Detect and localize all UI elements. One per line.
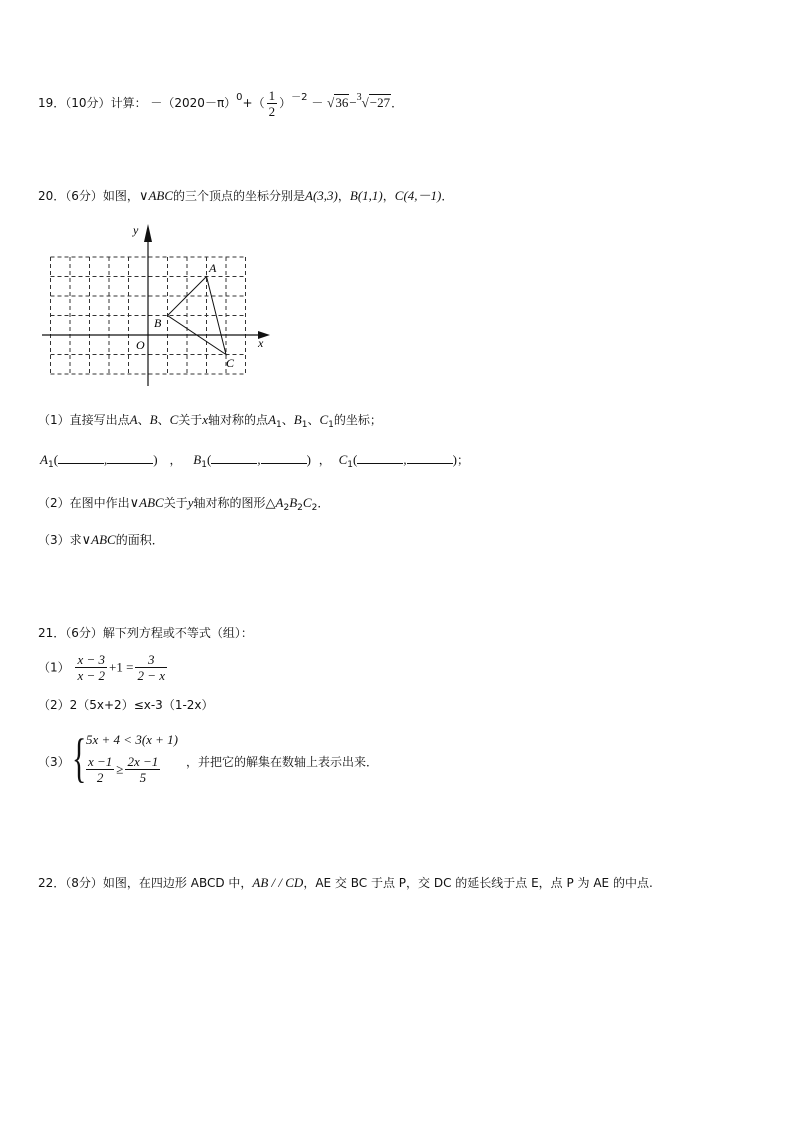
answer-A1-rparen: ) [153, 452, 158, 467]
q19-part1: －（2020－π） [150, 96, 237, 110]
q20-p2-y: y [187, 495, 194, 510]
q21-p1-rnum: 3 [135, 652, 167, 668]
q21-p3-brace: { [72, 728, 87, 788]
q19-line [38, 88, 403, 119]
q20-p1-sep2: 、 [157, 413, 170, 427]
q21-p3-eq2-right [125, 754, 160, 785]
q19-score: （10分） [65, 96, 111, 110]
q20-p1-sub-a: 1 [276, 420, 282, 430]
q21-p3-eq2-rden: 5 [139, 770, 147, 785]
q21-p1-fraction-right [135, 652, 167, 683]
answer-A1-y-blank[interactable] [107, 452, 153, 464]
q20-p3-text-b: 的面积． [115, 533, 164, 547]
q20-answer-line [40, 452, 469, 470]
q21-p3-eq1: 5x + 4 < 3(x + 1) [86, 732, 179, 747]
q20-part2 [38, 495, 329, 513]
origin-label: O [136, 338, 145, 352]
q21-p3-eq2-lden: 2 [96, 770, 104, 785]
q20-p1-B1: B [293, 412, 302, 427]
q20-intro-a: 如图， [102, 189, 139, 203]
q22-text-b: ，AE 交 BC 于点 P，交 DC 的延长线于点 E，点 P 为 AE 的中点. [303, 876, 653, 890]
answer-C1-label: C [338, 452, 348, 467]
q22-number: 22． [38, 876, 66, 890]
q20-p1-sep1: 、 [137, 413, 150, 427]
q21-score: （6分） [65, 626, 103, 640]
q20-comma2: ， [382, 189, 395, 203]
q20-p1-text-b: 关于 [178, 413, 203, 427]
answer-C1-comma: , [403, 452, 407, 467]
answer-A1-x-blank[interactable] [58, 452, 104, 464]
q21-p3-eq2-left [86, 754, 114, 785]
q19-sqrt: √36 [327, 95, 349, 110]
q21-p2-text: （2）2（5x+2）≤x-3（1-2x） [38, 698, 214, 712]
q20-B-coord: B(1,1) [349, 188, 383, 203]
q20-number: 20． [38, 189, 66, 203]
q20-p3-text-a: （3）求 [38, 533, 82, 547]
q19-cube-index: 3 [356, 92, 362, 103]
q22-text-a: 如图，在四边形 ABCD 中， [102, 876, 253, 890]
q20-p1-sep3: 、 [281, 413, 294, 427]
q20-p1-text-d: 的坐标； [333, 413, 382, 427]
q19-end: ． [391, 96, 404, 110]
answer-C1-sub: 1 [347, 460, 353, 470]
answer-B1-rparen: ) [306, 452, 311, 467]
q21-p1-fraction-left [75, 652, 107, 683]
q20-p1-A: A [129, 412, 138, 427]
q21-line [38, 625, 253, 641]
q19-frac-num: 1 [268, 88, 276, 103]
answer-sep2: ， [318, 453, 331, 467]
q19-sqrt-arg: 36 [335, 95, 349, 110]
q20-line [38, 188, 453, 204]
q21-p1-num: x − 3 [77, 652, 106, 667]
q22-parallel: AB / / CD [252, 875, 304, 890]
q20-p1-C: C [169, 412, 179, 427]
q19-frac-den: 2 [268, 104, 276, 119]
q19-plus: +（ [242, 96, 265, 110]
q21-p3-label: （3） [38, 755, 70, 769]
q20-score: （6分） [65, 189, 103, 203]
q21-part1 [38, 652, 169, 683]
q19-cbrt: $^3$√−27 [356, 92, 391, 110]
q20-p1-sub-b: 1 [301, 420, 308, 430]
q20-p1-text-c: 轴对称的点 [208, 413, 269, 427]
answer-A1-label: A [40, 452, 48, 467]
q20-p2-tri2: △A [265, 495, 284, 510]
q21-part2 [38, 697, 214, 713]
q20-p1-x: x [202, 412, 209, 427]
answer-B1-lparen: ( [206, 452, 212, 467]
answer-A1-sub: 1 [47, 460, 54, 470]
q21-p3-tail: ，并把它的解集在数轴上表示出来． [186, 755, 379, 769]
q20-part3 [38, 532, 164, 548]
answer-B1-y-blank[interactable] [261, 452, 307, 464]
answer-A1-lparen: ( [53, 452, 59, 467]
q20-intro-b: 的三个顶点的坐标分别是 [173, 189, 306, 203]
answer-B1-label: B [193, 452, 202, 467]
q21-p3-eq2-lnum: x −1 [88, 754, 113, 769]
axis-label-x: x [258, 336, 264, 350]
answer-C1-lparen: ( [353, 452, 358, 467]
q20-p2-text-a: （2）在图中作出 [38, 496, 130, 510]
q20-p2-tri: ∨ABC [129, 495, 164, 510]
point-label-b: B [154, 316, 162, 330]
answer-B1-sub: 1 [201, 460, 207, 470]
q21-p1-rden: 2 − x [137, 668, 165, 683]
q22-score: （8分） [65, 876, 103, 890]
q19-lead: 计算： [110, 96, 147, 110]
q20-p2-sub-a: 2 [283, 503, 290, 513]
answer-C1-y-blank[interactable] [407, 452, 453, 464]
q20-p2-text-c: 轴对称的图形 [193, 496, 266, 510]
y-axis-arrow [144, 224, 152, 242]
q20-p2-text-b: 关于 [163, 496, 188, 510]
q21-p3-eq2-op: ≥ [116, 761, 124, 777]
q20-p2-sub-b: 2 [297, 503, 303, 513]
q19-minus: － [311, 96, 324, 110]
q20-end: ． [441, 189, 454, 203]
coordinate-graph [38, 222, 278, 392]
q20-p1-B: B [149, 412, 158, 427]
q20-comma1: ， [337, 189, 350, 203]
q20-p1-C1: C [319, 412, 329, 427]
q21-lead: 解下列方程或不等式（组）： [102, 626, 253, 640]
q20-p2-C: C [302, 495, 312, 510]
q19-minus2: − [349, 95, 357, 110]
q20-p2-sub-c: 2 [311, 503, 318, 513]
q21-number: 21． [38, 626, 66, 640]
answer-B1-x-blank[interactable] [211, 452, 257, 464]
q20-p3-tri: ∨ABC [81, 532, 116, 547]
answer-A1-comma: , [104, 452, 108, 467]
triangle-abc [168, 277, 227, 355]
q21-p1-den: x − 2 [77, 668, 106, 683]
answer-C1-x-blank[interactable] [357, 452, 403, 464]
point-label-a: A [209, 261, 217, 275]
q20-part1 [38, 412, 382, 430]
q20-A-coord: A(3,3) [305, 188, 338, 203]
q21-p1-label: （1） [38, 660, 70, 675]
q20-p2-B: B [289, 495, 298, 510]
q21-p1-mid: +1 = [109, 659, 134, 675]
q20-p1-sep4: 、 [307, 413, 320, 427]
q22-line [38, 875, 653, 891]
answer-end: ； [456, 453, 469, 467]
q20-p1-A1: A [268, 412, 277, 427]
q19-close: ） [279, 96, 292, 110]
q20-p2-end: ． [317, 496, 330, 510]
q20-p1-text-a: （1）直接写出点 [38, 413, 130, 427]
q19-cube-arg: −27 [369, 95, 391, 110]
q21-p3-eq2-rnum: 2x −1 [127, 754, 159, 769]
q20-p1-sub-c: 1 [328, 420, 334, 430]
q19-exp-neg2: －2 [291, 92, 308, 103]
q19-exp-zero: 0 [236, 92, 243, 103]
q20-tri-symbol: ∨ABC [138, 188, 174, 203]
q21-p3-eq2 [84, 754, 162, 785]
answer-B1-comma: , [257, 452, 261, 467]
q19-fraction [267, 88, 278, 119]
axis-label-y: y [133, 223, 139, 237]
answer-C1-rparen: ) [452, 452, 457, 467]
q19-number: 19． [38, 96, 66, 110]
point-label-c: C [226, 356, 235, 370]
q20-C-coord: C(4,－1) [394, 188, 442, 203]
answer-sep1: ， [169, 453, 182, 467]
